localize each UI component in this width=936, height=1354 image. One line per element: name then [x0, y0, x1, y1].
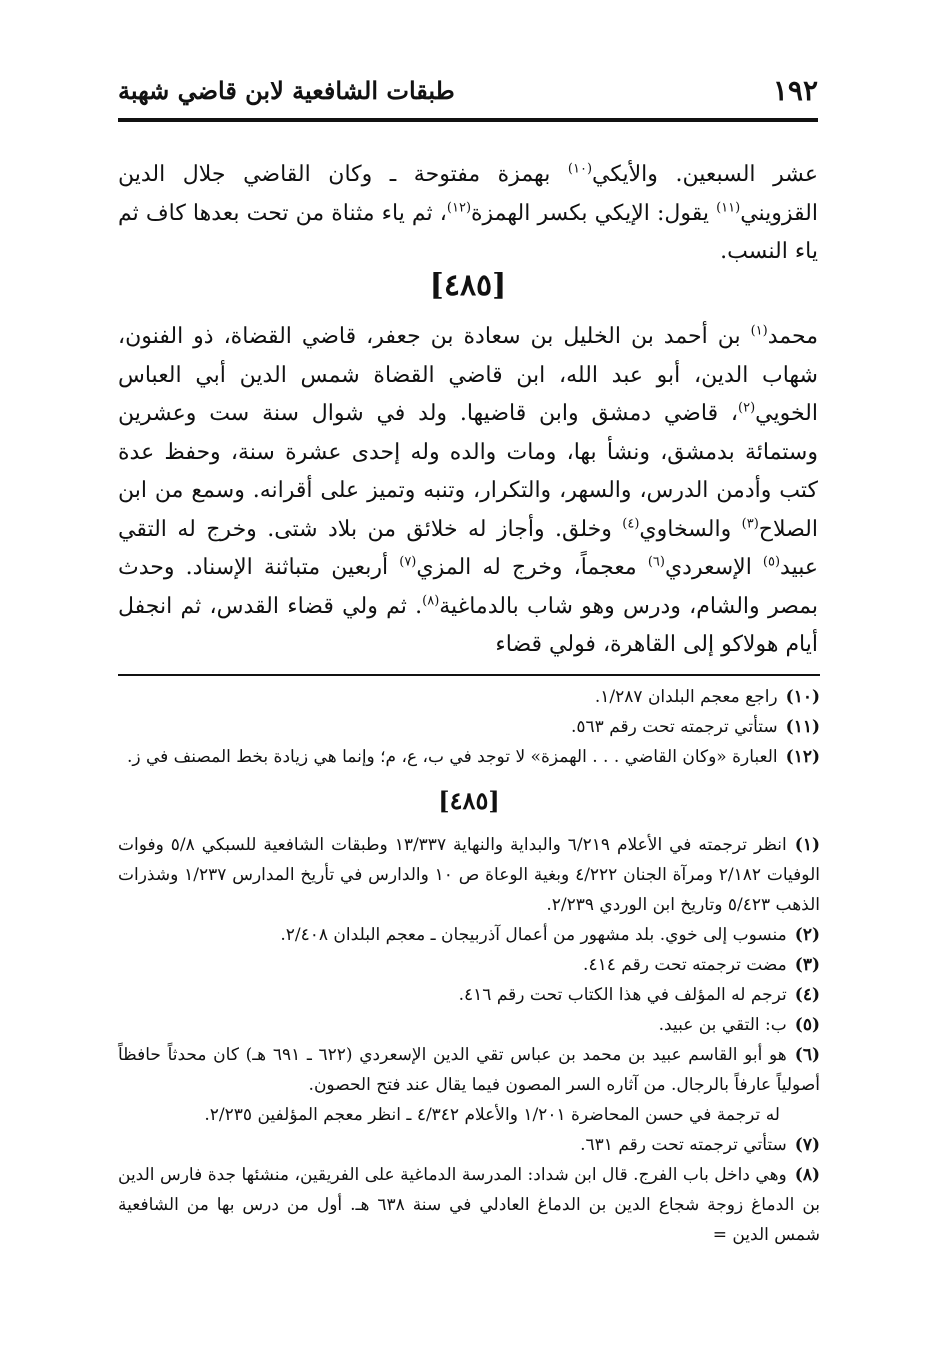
footnote-number: ( ١١ ): [778, 717, 820, 737]
footnote-ref-4: (٤): [622, 516, 640, 532]
footnote-text: راجع معجم البلدان ١/٢٨٧.: [594, 687, 778, 707]
footnote-ref-11: (١١): [716, 200, 741, 216]
footnote: [118, 1010, 820, 1040]
footnote-ref-5: (٥): [762, 554, 781, 570]
footnote-text: هو أبو القاسم عبيد بن محمد بن عباس تقي الدين الإسعردي (٦٢٢ ـ ٦٩١ هـ) كان محدثاً حافظاً أصولياً عارفاً بالرجال. من آثاره السر المصون فيما يقال عند فتح الحصون.: [118, 1045, 820, 1095]
footnote-text: ب: التقي بن عبيد.: [658, 1015, 787, 1035]
biography-text-6: معجماً، وخرج له المزي: [416, 555, 648, 580]
footnote-text: مضت ترجمته تحت رقم ٤١٤.: [583, 955, 787, 975]
biography-paragraph: [118, 318, 818, 665]
previous-entry-footnotes: [118, 682, 820, 772]
footnotes-entry-heading: [٤٨٥]: [438, 786, 500, 815]
biography-text-4: وخلق. وأجاز له خلائق من بلاد شتى. وخرج له التقي عبيد: [118, 516, 818, 580]
footnote-text: ستأتي ترجمته تحت رقم ٥٦٣.: [571, 717, 778, 737]
intro-text-4: ، ثم ياء مثناة من تحت بعدها كاف ثم ياء النسب.: [118, 200, 818, 264]
footnote: [118, 950, 820, 980]
page-number: ١٩٢: [772, 73, 818, 107]
footnote-number: ( ٦ ): [787, 1045, 820, 1065]
footnote-text: ستأتي ترجمته تحت رقم ٦٣١.: [580, 1135, 787, 1155]
footnote-number: ( ٢ ): [787, 925, 820, 945]
footnote: [118, 1160, 820, 1250]
footnote: [118, 682, 820, 712]
biography-text-5: الإسعردي: [664, 555, 763, 580]
footnote: [118, 1040, 820, 1100]
running-title: طبقات الشافعية لابن قاضي شهبة: [118, 75, 455, 105]
biography-text-7: أربعين متباثنة الإسناد. وحدث بمصر والشام، ودرس وهو شاب بالدماغية: [118, 555, 818, 619]
footnote-text: وهي داخل باب الفرج. قال ابن شداد: المدرسة الدماغية على الفريقين، منشئها جدة فارس الدين بن الدماغ زوجة شجاع الدين بن الدماغ العادلي في سنة ٦٣٨ هـ. أول من درس بها من الشافعية شمس الدين =: [118, 1165, 821, 1245]
footnote: [118, 742, 820, 772]
footnote-ref-3: (٣): [741, 516, 759, 532]
footnote-number: ( ١٠ ): [778, 687, 820, 707]
footnote-ref-6: (٦): [647, 554, 665, 570]
footnote-ref-12: (١٢): [446, 200, 472, 216]
header-rule: [118, 118, 818, 122]
footnote: [118, 920, 820, 950]
footnote-number: ( ٨ ): [787, 1165, 820, 1185]
footnote-rule: [118, 674, 820, 676]
footnote-number: ( ٥ ): [787, 1015, 820, 1035]
intro-text-3: يقول: الإيكي بكسر الهمزة: [471, 200, 717, 226]
footnote-text: العبارة «وكان القاضي . . . الهمزة» لا توجد في ب، ع، م؛ وإنما هي زيادة بخط المصنف في ز.: [126, 747, 778, 767]
footnote-ref-2: (٢): [738, 400, 756, 416]
footnote-ref-7: (٧): [399, 554, 417, 570]
intro-paragraph: [118, 156, 818, 272]
current-entry-footnotes: [118, 830, 820, 1250]
biography-text-8: . ثم ولي قضاء القدس، ثم انجفل أيام هولاكو إلى القاهرة، فولي قضاء: [118, 593, 818, 657]
footnote: [118, 980, 820, 1010]
footnote: [118, 830, 820, 920]
footnote: [118, 1130, 820, 1160]
footnote-number: ( ١ ): [787, 835, 820, 855]
intro-text-1: عشر السبعين. والأيكي: [592, 162, 818, 187]
footnote-text: له ترجمة في حسن المحاضرة ١/٢٠١ والأعلام ٤/٣٤٢ ـ انظر معجم المؤلفين ٢/٢٣٥.: [204, 1105, 780, 1125]
entry-heading: [٤٨٥]: [429, 268, 507, 303]
subject-name: محمد: [767, 324, 818, 349]
footnote-ref-10: (١٠): [567, 161, 593, 177]
footnote: [118, 712, 820, 742]
biography-text-3: والسخاوي: [639, 516, 742, 542]
footnote-ref-1: (١): [750, 323, 768, 339]
footnote-text: ترجم له المؤلف في هذا الكتاب تحت رقم ٤١٦.: [458, 985, 787, 1005]
intro-text-2: بهمزة مفتوحة ـ وكان القاضي جلال الدين القزويني: [118, 162, 818, 226]
footnote-continuation: [118, 1100, 820, 1130]
page-header: [118, 70, 818, 110]
footnote-number: ( ٤ ): [787, 985, 820, 1005]
footnote-number: ( ٣ ): [787, 955, 820, 975]
footnote-ref-8: (٨): [422, 593, 440, 609]
footnote-text: انظر ترجمته في الأعلام ٦/٢١٩ والبداية والنهاية ١٣/٣٣٧ وطبقات الشافعية للسبكي ٥/٨ وفوات الوفيات ٢/١٨٢ ومرآة الجنان ٤/٢٢٢ وبغية الوعاة ص ١٠ والدارس في تأريخ المدارس ١/٢٣٧ وشذرات الذهب ٥/٤٢٣ وتاريخ ابن الوردي ٢/٢٣٩.: [118, 835, 820, 915]
footnote-text: منسوب إلى خوي. بلد مشهور من أعمال آذربيجان ـ معجم البلدان ٢/٤٠٨.: [280, 925, 787, 945]
footnote-number: ( ٧ ): [787, 1135, 820, 1155]
biography-text-2: ، قاضي دمشق وابن قاضيها. ولد في شوال سنة ست وعشرين وستمائة بدمشق، ونشأ بها، ومات والده وله إحدى عشرة سنة، وحفظ عدة كتب وأدمن الدرس، والسهر، والتكرار، وتنبه وتميز على أقرانه. وسمع من ابن الصلاح: [118, 401, 818, 542]
footnote-number: ( ١٢ ): [778, 747, 820, 767]
biography-text-1: بن أحمد بن الخليل بن سعادة بن جعفر، قاضي القضاة، ذو الفنون، شهاب الدين، أبو عبد الله، ابن قاضي القضاة شمس الدين أبي العباس الخويي: [118, 324, 818, 426]
